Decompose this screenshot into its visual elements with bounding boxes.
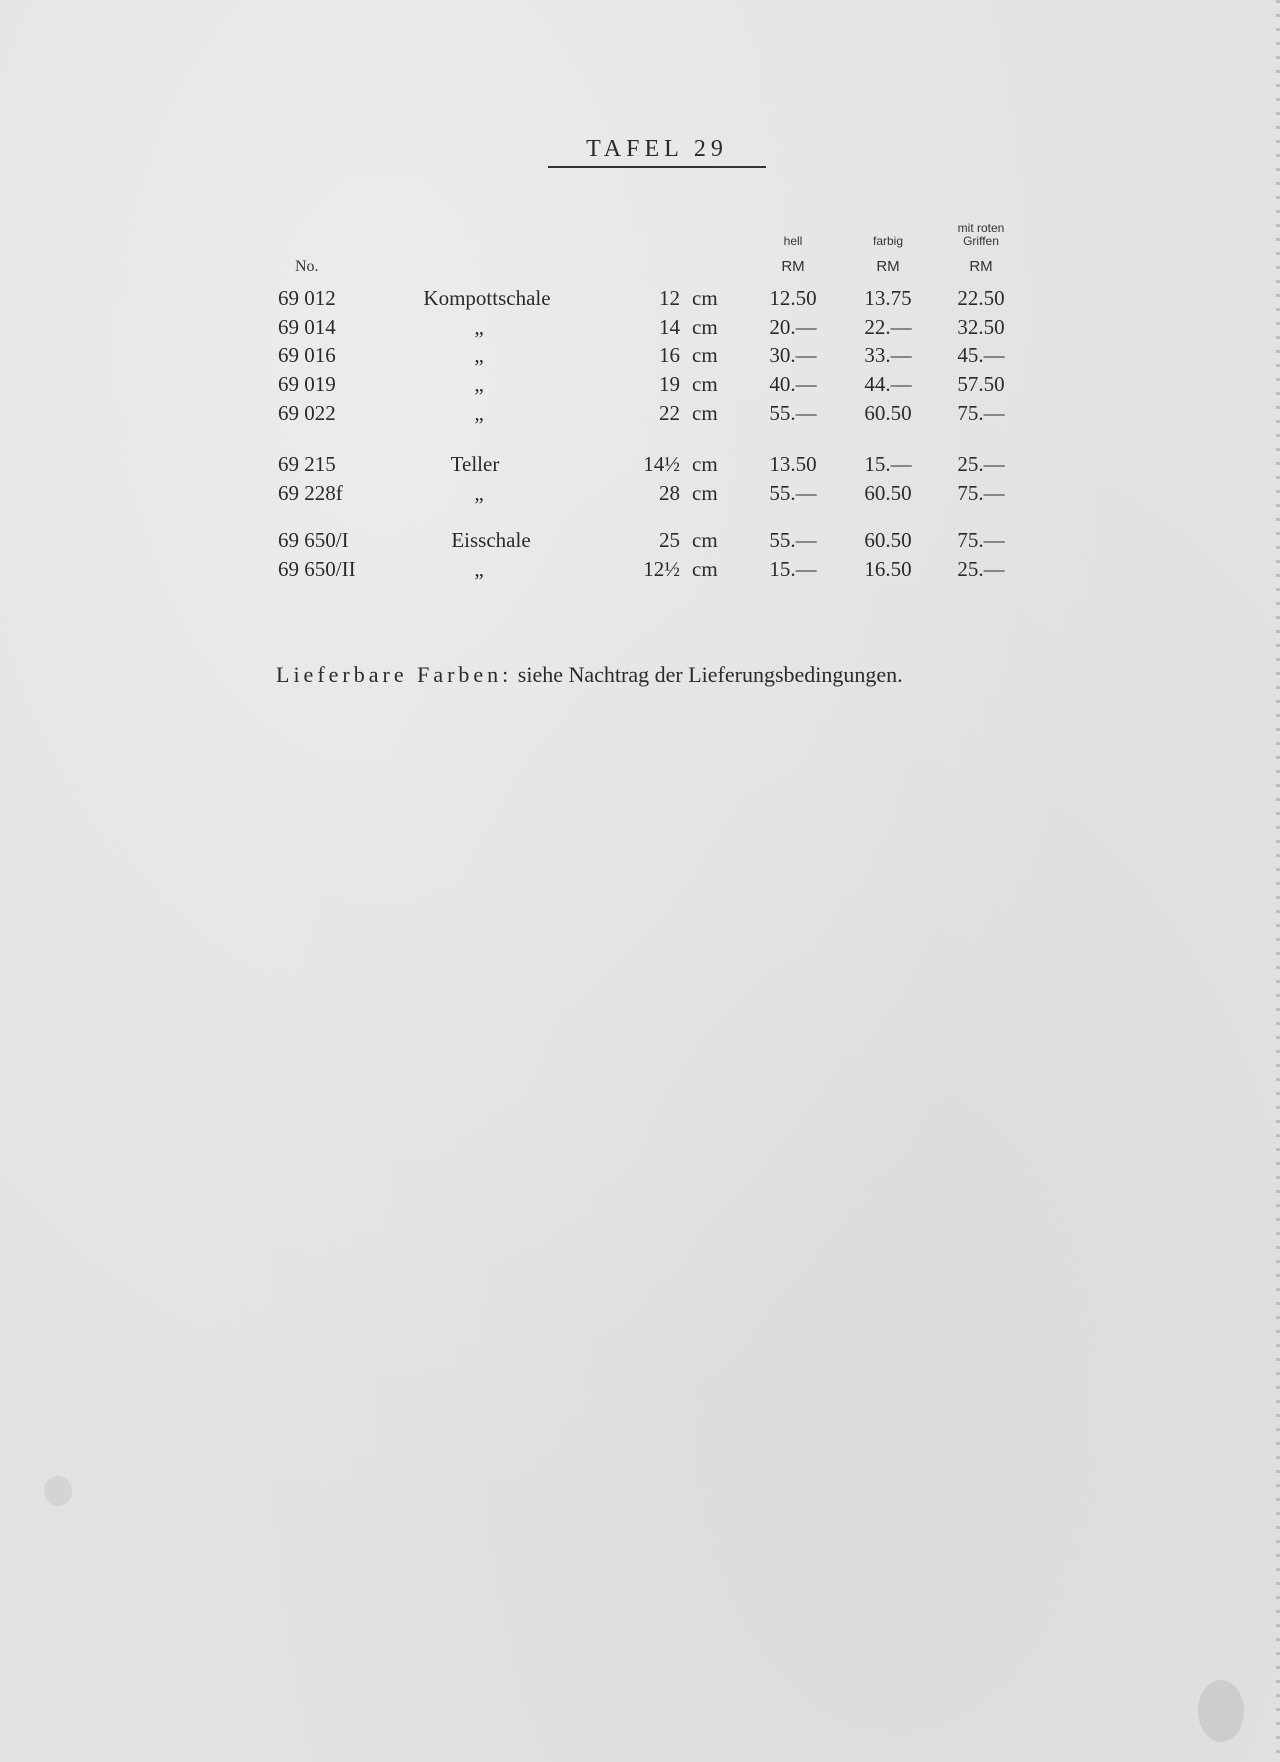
header-currency-hell: RM <box>781 258 805 275</box>
price-roten: 45.— <box>957 343 1005 367</box>
article-number: 69 228f <box>278 481 343 505</box>
article-size: 12 <box>659 286 680 310</box>
available-colors-note <box>276 662 903 688</box>
price-hell: 30.— <box>769 343 817 367</box>
header-farbig: farbig <box>872 234 904 248</box>
article-number: 69 019 <box>278 372 336 396</box>
article-size: 28 <box>659 481 680 505</box>
article-number: 69 022 <box>278 401 336 425</box>
article-name: „ <box>474 315 484 339</box>
price-roten: 22.50 <box>957 286 1005 310</box>
price-hell: 20.— <box>769 315 817 339</box>
price-farbig: 22.— <box>864 315 912 339</box>
price-hell: 13.50 <box>769 452 817 476</box>
title-underline <box>548 166 766 168</box>
price-farbig: 15.— <box>864 452 912 476</box>
article-number: 69 650/II <box>278 557 356 581</box>
price-farbig: 60.50 <box>864 528 912 552</box>
article-number: 69 014 <box>278 315 336 339</box>
price-roten: 75.— <box>957 481 1005 505</box>
price-roten: 75.— <box>957 528 1005 552</box>
page-edge <box>1276 0 1280 1762</box>
article-name: „ <box>474 557 484 581</box>
price-roten: 25.— <box>957 452 1005 476</box>
page-title: TAFEL 29 <box>586 136 728 162</box>
paper-stain <box>44 1476 72 1506</box>
article-name: Eisschale <box>451 528 531 552</box>
article-number: 69 215 <box>278 452 336 476</box>
header-roten-line1: mit roten <box>957 221 1005 235</box>
article-unit: cm <box>692 372 718 396</box>
article-name: „ <box>474 372 484 396</box>
header-hell: hell <box>783 234 803 248</box>
article-unit: cm <box>692 343 718 367</box>
article-size: 22 <box>659 401 680 425</box>
article-unit: cm <box>692 315 718 339</box>
article-name: „ <box>474 401 484 425</box>
price-roten: 75.— <box>957 401 1005 425</box>
price-farbig: 16.50 <box>864 557 912 581</box>
article-unit: cm <box>692 401 718 425</box>
header-currency-roten: RM <box>969 258 993 275</box>
article-unit: cm <box>692 286 718 310</box>
article-size: 25 <box>659 528 680 552</box>
article-unit: cm <box>692 481 718 505</box>
article-unit: cm <box>692 557 718 581</box>
article-name: „ <box>474 343 484 367</box>
price-roten: 32.50 <box>957 315 1005 339</box>
article-size: 19 <box>659 372 680 396</box>
article-name: Kompottschale <box>423 286 551 310</box>
price-farbig: 44.— <box>864 372 912 396</box>
article-unit: cm <box>692 528 718 552</box>
price-farbig: 13.75 <box>864 286 912 310</box>
article-size: 12½ <box>643 557 680 581</box>
article-size: 14 <box>659 315 680 339</box>
price-hell: 55.— <box>769 401 817 425</box>
price-roten: 57.50 <box>957 372 1005 396</box>
price-roten: 25.— <box>957 557 1005 581</box>
article-number: 69 012 <box>278 286 336 310</box>
price-farbig: 33.— <box>864 343 912 367</box>
article-number: 69 650/I <box>278 528 349 552</box>
paper-stain <box>1198 1680 1244 1742</box>
available-colors-text: siehe Nachtrag der Lieferungsbedingungen. <box>512 662 903 687</box>
available-colors-label: Lieferbare Farben: <box>276 662 513 687</box>
article-name: „ <box>474 481 484 505</box>
article-unit: cm <box>692 452 718 476</box>
price-hell: 12.50 <box>769 286 817 310</box>
price-hell: 55.— <box>769 481 817 505</box>
header-currency-farbig: RM <box>876 258 900 275</box>
price-hell: 55.— <box>769 528 817 552</box>
article-size: 14½ <box>643 452 680 476</box>
header-roten-line2: Griffen <box>963 234 999 248</box>
header-no: No. <box>295 258 319 275</box>
price-hell: 15.— <box>769 557 817 581</box>
price-farbig: 60.50 <box>864 481 912 505</box>
price-farbig: 60.50 <box>864 401 912 425</box>
article-size: 16 <box>659 343 680 367</box>
article-name: Teller <box>450 452 500 476</box>
article-number: 69 016 <box>278 343 336 367</box>
price-hell: 40.— <box>769 372 817 396</box>
